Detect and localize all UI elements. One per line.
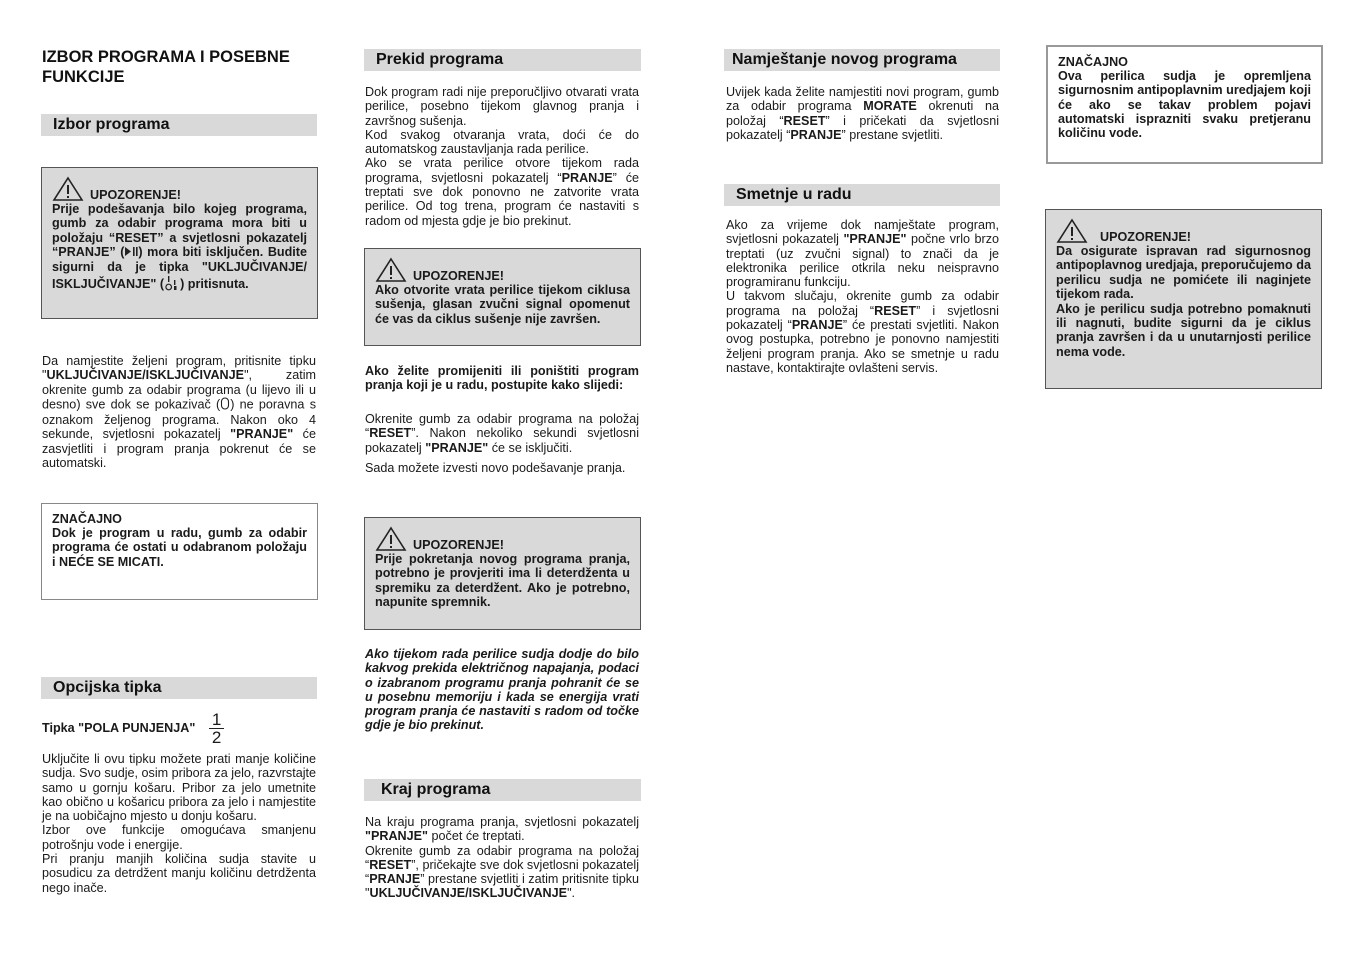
warning-box-1	[41, 167, 318, 319]
smetnje-paragraph: Ako za vrijeme dok namještate program, svjetlosni pokazatelj "PRANJE" počne vrlo brzo treptati (uz zvučni signal) to znači da je elektronika perilice otkrila neku neispravno programiranu funkciju. U takvom slučaju, okrenite gumb za odabir programa na položaj “RESET” i svjetlosni pokazatelj “PRANJE” će prestati svjetliti. Nakon ovog postupka, potrebno je ponovno namjestiti željeni program pranja. Ako se smetnje u radu nastave, kontaktirajte ovlašteni servis.	[726, 218, 999, 375]
note-text: Dok je program u radu, gumb za odabir programa će ostati u odabranom položaju i NEĆE SE MICATI.	[52, 526, 307, 569]
warning-box-3	[364, 517, 641, 630]
section-header-namjestanje: Namještanje novog programa	[724, 49, 1000, 71]
warning-text-2: Ako je perilicu sudja potrebno pomaknuti ili nagnuti, budite sigurni da je ciklus pranja završen i da u unutarnjosti perilice nema vode.	[1056, 301, 1311, 359]
warning-icon	[375, 526, 407, 552]
warning-text-1: Da osigurate ispravan rad sigurnosnog antipoplavnog uredjaja, preporučujemo da perilicu sudja ne pomićete ili naginjete tijekom rada.	[1056, 244, 1311, 302]
prekid-paragraph: Dok program radi nije preporučljivo otvarati vrata perilice, posebno tijekom glavnog pranja i završnog sušenja. Kod svakog otvaranja vrata, doći će do automatskog zaustavljanja rada perilice. Ako se vrata perilice otvore tijekom rada programa, svjetlosni pokazatelj “PRANJE” će treptati sve dok ponovno ne zatvorite vrata perilice. Od tog trena, program će nastaviti s radom od mjesta gdje je bio prekinut.	[365, 85, 639, 228]
note-box-2	[1046, 45, 1323, 164]
kraj-paragraph: Na kraju programa pranja, svjetlosni pokazatelj "PRANJE" počet će treptati. Okrenite gumb za odabir programa na položaj “RESET”, pričekajte sve dok svjetlosni pokazatelj “PRANJE” prestane svjetliti i zatim pritisnite tipku "UKLJUČIVANJE/ISKLJUČIVANJE".	[365, 815, 639, 901]
page-title: IZBOR PROGRAMA I POSEBNE FUNKCIJE	[42, 48, 290, 86]
play-pause-icon	[124, 246, 138, 260]
half-load-label: Tipka "POLA PUNJENJA"	[42, 720, 196, 735]
warning-icon	[52, 176, 84, 202]
pointer-icon	[220, 397, 230, 413]
warning-title: UPOZORENJE!	[1100, 229, 1191, 244]
note-title: ZNAČAJNO	[52, 512, 122, 526]
half-load-paragraph: Uključite li ovu tipku možete prati manje količine sudja. Svo sudje, osim pribora za jelo, razvrstajte samo u gornju košaru. Pribor za jelo umetnite kao obično u košaricu pribora za jelo i namjestite je na uobičajno mjesto u donju košaru. Izbor ove funkcije omogućava smanjenu potrošnju vode i energije. Pri pranju manjih količina sudja stavite u posudicu za detrdžent manju količinu detrdženta nego inače.	[42, 752, 316, 895]
section-header-kraj-programa: Kraj programa	[364, 779, 641, 801]
reset-paragraph: Okrenite gumb za odabir programa na položaj “RESET”. Nakon nekoliko sekundi svjetlosni pokazatelj "PRANJE" će se isključiti. Sada možete izvesti novo podešavanje pranja.	[365, 412, 639, 475]
note-text: Ova perilica sudja je opremljena sigurnosnim antipoplavnim uredjajem koji će ako se takav problem pojavi automatski isprazniti svaku pretjeranu količinu vode.	[1058, 69, 1311, 141]
namjestanje-paragraph: Uvijek kada želite namjestiti novi program, gumb za odabir programa MORATE okrenuti na položaj “RESET” i pričekati da svjetlosni pokazatelj “PRANJE” prestane svjetliti.	[726, 85, 999, 142]
section-header-izbor-programa: Izbor programa	[41, 114, 317, 136]
note-box-1	[41, 503, 318, 600]
warning-title: UPOZORENJE!	[90, 187, 181, 202]
section-header-smetnje: Smetnje u radu	[724, 184, 1000, 206]
izbor-paragraph: Da namjestite željeni program, pritisnite tipku "UKLJUČIVANJE/ISKLJUČIVANJE", zatim okrenite gumb za odabir programa (u lijevo ili u desno) sve dok se pokazivač ( ) ne poravna s oznakom željenog programa. Nakon oko 4 sekunde, svjetlosni pokazatelj "PRANJE" će zasvjetliti i program pranja pokrenut će se automatski.	[42, 354, 316, 471]
warning-icon	[375, 257, 407, 283]
warning-text: Ako otvorite vrata perilice tijekom ciklusa sušenja, glasan zvučni signal opomenut će vas da ciklus sušenje nije završen.	[375, 283, 630, 326]
half-load-icon: $\frac{1}{2}$	[209, 711, 224, 746]
section-header-prekid-programa: Prekid programa	[364, 49, 641, 71]
warning-text: Prije podešavanja bilo kojeg programa, gumb za odabir programa mora biti u položaju “RESET” a svjetlosni pokazatelj “PRANJE” ( ) mora biti isključen. Budite sigurni da je tipka "UKLJUČIVANJE/ ISKLJUČIVANJE" ( ) pritisnuta.	[52, 202, 307, 294]
change-program-intro: Ako želite promijeniti ili poništiti program pranja koji je u radu, postupite kako slijedi:	[365, 364, 639, 393]
power-icon	[164, 275, 180, 294]
power-failure-paragraph: Ako tijekom rada perilice sudja dodje do bilo kakvog prekida električnog napajanja, podaci o izabranom programu pranja pohranit će se u posebnu memoriju i kada se energija vrati program pranja će nastaviti s radom od točke gdje je bio prekinut.	[365, 647, 639, 733]
half-load-label-row	[42, 711, 224, 746]
warning-icon	[1056, 218, 1088, 244]
section-header-opcijska-tipka: Opcijska tipka	[41, 677, 317, 699]
warning-title: UPOZORENJE!	[413, 537, 504, 552]
warning-box-2	[364, 248, 641, 346]
warning-title: UPOZORENJE!	[413, 268, 504, 283]
warning-box-4	[1045, 209, 1322, 389]
warning-text: Prije pokretanja novog programa pranja, potrebno je provjeriti ima li deterdženta u spremiku za deterdžent. Ako je potrebno, napunite spremnik.	[375, 552, 630, 610]
note-title: ZNAČAJNO	[1058, 55, 1128, 69]
